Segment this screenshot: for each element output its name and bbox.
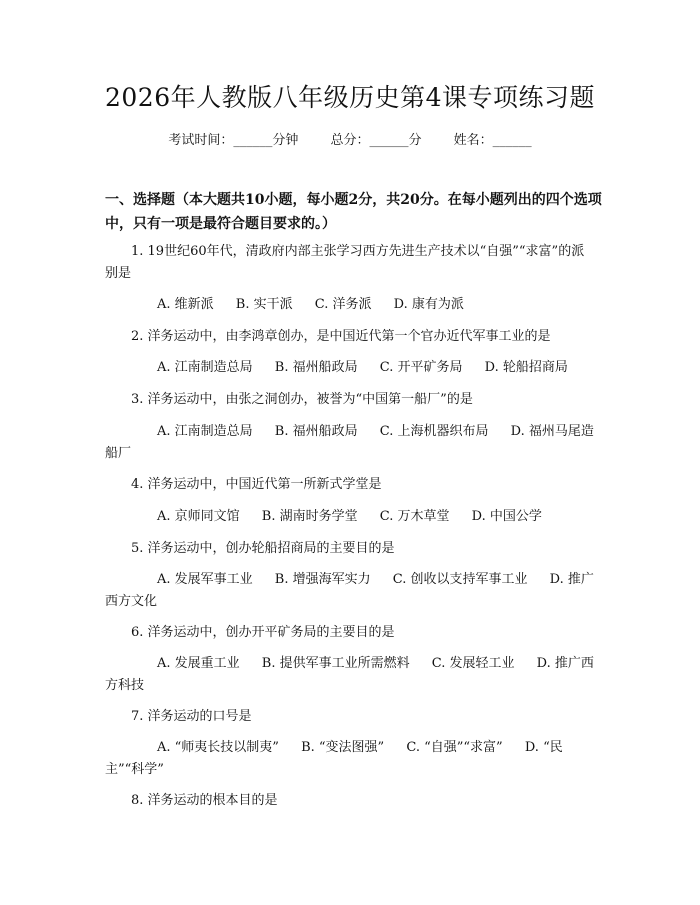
option: C. 创收以支持军事工业 <box>392 572 528 587</box>
question-options <box>105 737 595 781</box>
option: A. 发展军事工业 <box>157 572 253 587</box>
option: A. 京师同文馆 <box>157 509 240 524</box>
question-options <box>105 653 595 697</box>
option: C. 洋务派 <box>314 297 372 312</box>
question-options <box>105 357 595 379</box>
section-heading: 一、选择题（本大题共10小题，每小题2分，共20分。在每小题列出的四个选项中，只有一项是最符合题目要求的。） <box>105 192 602 232</box>
option: B. 提供军事工业所需燃料 <box>261 656 410 671</box>
page-title: 2026年人教版八年级历史第4课专项练习题 <box>104 83 596 112</box>
option: D. 推广西方科技 <box>105 656 594 693</box>
option: B. “变法图强” <box>301 740 385 755</box>
exam-total-score: 总分：______分 <box>330 133 422 148</box>
question-stem: 6. 洋务运动中，创办开平矿务局的主要目的是 <box>131 625 395 640</box>
option: B. 福州船政局 <box>274 360 358 375</box>
option: D. 中国公学 <box>471 509 542 524</box>
option: B. 湖南时务学堂 <box>261 509 358 524</box>
option: A. 发展重工业 <box>157 656 240 671</box>
option: D. 康有为派 <box>393 297 464 312</box>
option: C. “自强”“求富” <box>406 740 503 755</box>
option: D. 福州马尾造船厂 <box>105 424 594 461</box>
question-stem: 4. 洋务运动中，中国近代第一所新式学堂是 <box>131 477 382 492</box>
question-options <box>105 506 595 528</box>
option: A. 维新派 <box>157 297 214 312</box>
question-stem: 7. 洋务运动的口号是 <box>131 709 252 724</box>
option: D. 轮船招商局 <box>484 360 568 375</box>
question-stem: 8. 洋务运动的根本目的是 <box>131 793 278 808</box>
question-options <box>105 569 595 613</box>
question-stem: 2. 洋务运动中，由李鸿章创办，是中国近代第一个官办近代军事工业的是 <box>131 329 551 344</box>
question-stem: 5. 洋务运动中，创办轮船招商局的主要目的是 <box>131 541 395 556</box>
option: C. 发展轻工业 <box>431 656 515 671</box>
option: C. 万木草堂 <box>379 509 450 524</box>
option: D. “民主”“科学” <box>105 740 563 777</box>
question-stem: 1. 19世纪60年代，清政府内部主张学习西方先进生产技术以“自强”“求富”的派别是 <box>105 244 585 281</box>
option: B. 实干派 <box>235 297 293 312</box>
option: C. 上海机器织布局 <box>379 424 489 439</box>
option: B. 福州船政局 <box>274 424 358 439</box>
option: A. 江南制造总局 <box>157 360 253 375</box>
option: D. 推广西方文化 <box>105 572 594 609</box>
exam-time: 考试时间：______分钟 <box>168 133 299 148</box>
question-options <box>105 294 595 316</box>
question-stem: 3. 洋务运动中，由张之洞创办，被誉为“中国第一船厂”的是 <box>131 392 473 407</box>
option: A. “师夷长技以制夷” <box>157 740 279 755</box>
question-options <box>105 421 595 465</box>
exam-info-row <box>0 131 700 151</box>
option: C. 开平矿务局 <box>379 360 463 375</box>
exam-student-name: 姓名：______ <box>453 133 532 148</box>
option: A. 江南制造总局 <box>157 424 253 439</box>
option: B. 增强海军实力 <box>274 572 371 587</box>
